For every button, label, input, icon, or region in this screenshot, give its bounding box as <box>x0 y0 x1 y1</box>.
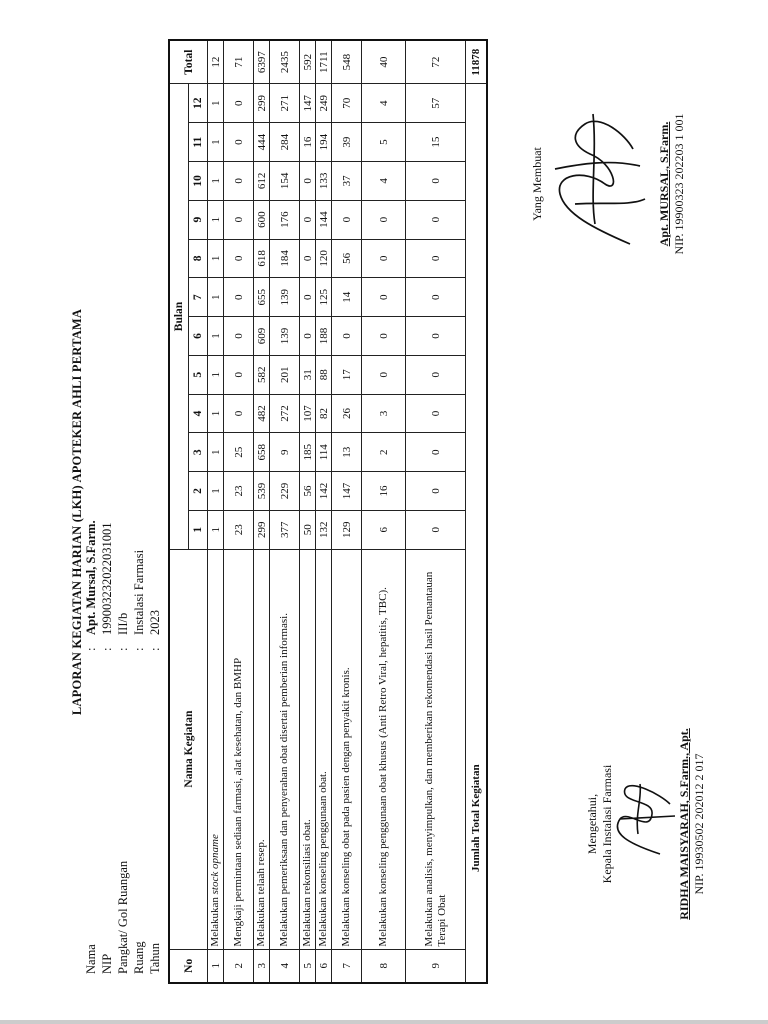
activity-name <box>208 549 224 949</box>
table-row <box>208 40 224 983</box>
table-row <box>270 40 300 983</box>
row-total: 12 <box>208 40 224 84</box>
month-value-cell: 1 <box>208 394 224 433</box>
month-value-cell: 0 <box>300 317 316 356</box>
month-value-cell: 299 <box>254 510 270 549</box>
row-number: 4 <box>270 949 300 983</box>
col-header-month: 2 <box>189 472 208 511</box>
month-value-cell: 0 <box>224 317 254 356</box>
info-value: Apt. Mursal, S.Farm. <box>84 520 98 635</box>
month-value-cell: 582 <box>254 355 270 394</box>
col-header-month: 7 <box>189 278 208 317</box>
month-value-cell: 0 <box>406 433 466 472</box>
month-value-cell: 133 <box>316 162 332 201</box>
month-value-cell: 0 <box>362 200 406 239</box>
month-value-cell: 6 <box>362 510 406 549</box>
activity-name <box>270 549 300 949</box>
month-value-cell: 144 <box>316 200 332 239</box>
month-value-cell: 17 <box>332 355 362 394</box>
month-value-cell: 284 <box>270 123 300 162</box>
month-value-cell: 1 <box>208 239 224 278</box>
info-label: Tahun <box>148 942 162 974</box>
row-number: 8 <box>362 949 406 983</box>
activity-name <box>362 549 406 949</box>
month-value-cell: 0 <box>224 355 254 394</box>
table-header-row-top <box>169 40 189 983</box>
info-separator: : <box>100 647 114 651</box>
month-value-cell: 0 <box>224 394 254 433</box>
month-value-cell: 0 <box>406 239 466 278</box>
row-number: 9 <box>406 949 466 983</box>
activity-name <box>316 549 332 949</box>
activity-name <box>254 549 270 949</box>
row-number: 5 <box>300 949 316 983</box>
col-header-no: No <box>169 949 208 983</box>
month-value-cell: 176 <box>270 200 300 239</box>
col-header-month: 9 <box>189 200 208 239</box>
month-value-cell: 0 <box>406 200 466 239</box>
activity-name-italic: stock opname <box>209 834 221 895</box>
sig-left-name: RIDHA MAISYARAH, S.Farm., Apt. <box>677 728 691 920</box>
row-total: 548 <box>332 40 362 84</box>
info-label: Nama <box>84 944 98 974</box>
month-value-cell: 13 <box>332 433 362 472</box>
signature-left-scribble <box>590 764 680 874</box>
col-header-name: Nama Kegiatan <box>169 549 208 949</box>
month-value-cell: 3 <box>362 394 406 433</box>
month-value-cell: 147 <box>300 84 316 123</box>
grand-total: 11878 <box>466 40 488 84</box>
month-value-cell: 0 <box>300 278 316 317</box>
month-value-cell: 0 <box>362 317 406 356</box>
month-value-cell: 56 <box>300 472 316 511</box>
row-total: 6397 <box>254 40 270 84</box>
month-value-cell: 185 <box>300 433 316 472</box>
col-header-month: 3 <box>189 433 208 472</box>
month-value-cell: 9 <box>270 433 300 472</box>
month-value-cell: 0 <box>406 510 466 549</box>
table-total-row <box>466 40 488 983</box>
month-value-cell: 50 <box>300 510 316 549</box>
month-value-cell: 600 <box>254 200 270 239</box>
month-value-cell: 612 <box>254 162 270 201</box>
month-value-cell: 2 <box>362 433 406 472</box>
info-separator: : <box>116 647 130 651</box>
activity-name-text: Melakukan analisis, menyimpulkan, dan memberikan rekomendasi hasil Pemantauan Terapi Obat <box>422 571 448 947</box>
month-value-cell: 1 <box>208 162 224 201</box>
month-value-cell: 70 <box>332 84 362 123</box>
col-header-month: 6 <box>189 317 208 356</box>
activity-name-text: Mengkaji permintaan sediaan farmasi, alat kesehatan, dan BMHP <box>232 657 244 947</box>
activity-name-text: Melakukan pemeriksaan dan penyerahan obat disertai pemberian informasi. <box>278 613 290 947</box>
month-value-cell: 120 <box>316 239 332 278</box>
table-row <box>332 40 362 983</box>
month-value-cell: 0 <box>406 472 466 511</box>
sig-left-line1: Mengetahui, <box>585 793 599 855</box>
row-total: 71 <box>224 40 254 84</box>
month-value-cell: 201 <box>270 355 300 394</box>
total-label: Jumlah Total Kegiatan <box>466 84 488 983</box>
sig-right-line1: Yang Membuat <box>530 147 544 221</box>
document-title: LAPORAN KEGIATAN HARIAN (LKH) APOTEKER AHLI PERTAMA <box>70 308 84 716</box>
month-value-cell: 1 <box>208 510 224 549</box>
month-value-cell: 539 <box>254 472 270 511</box>
month-value-cell: 1 <box>208 200 224 239</box>
month-value-cell: 16 <box>300 123 316 162</box>
sig-right-nip: NIP. 19900323 202203 1 001 <box>672 113 686 255</box>
sig-right-name: Apt. MURSAL, S.Farm. <box>657 121 671 247</box>
month-value-cell: 618 <box>254 239 270 278</box>
activity-name <box>224 549 254 949</box>
month-value-cell: 0 <box>332 317 362 356</box>
sig-left-line2: Kepala Instalasi Farmasi <box>600 764 614 884</box>
month-value-cell: 114 <box>316 433 332 472</box>
month-value-cell: 25 <box>224 433 254 472</box>
col-header-month: 10 <box>189 162 208 201</box>
month-value-cell: 1 <box>208 278 224 317</box>
row-total: 2435 <box>270 40 300 84</box>
month-value-cell: 194 <box>316 123 332 162</box>
month-value-cell: 23 <box>224 510 254 549</box>
month-value-cell: 125 <box>316 278 332 317</box>
month-value-cell: 0 <box>362 239 406 278</box>
row-number: 1 <box>208 949 224 983</box>
month-value-cell: 1 <box>208 317 224 356</box>
month-value-cell: 184 <box>270 239 300 278</box>
activity-name-text: Melakukan konseling obat pada pasien dengan penyakit kronis. <box>340 667 352 947</box>
table-row <box>316 40 332 983</box>
month-value-cell: 15 <box>406 123 466 162</box>
month-value-cell: 0 <box>300 200 316 239</box>
month-value-cell: 0 <box>332 200 362 239</box>
month-value-cell: 14 <box>332 278 362 317</box>
month-value-cell: 1 <box>208 355 224 394</box>
month-value-cell: 0 <box>224 278 254 317</box>
signature-right-scribble <box>535 94 655 264</box>
col-header-month: 4 <box>189 394 208 433</box>
month-value-cell: 0 <box>224 162 254 201</box>
activity-name <box>300 549 316 949</box>
month-value-cell: 1 <box>208 123 224 162</box>
table-row <box>224 40 254 983</box>
scan-edge <box>0 1020 768 1024</box>
col-header-total: Total <box>169 40 208 84</box>
month-value-cell: 0 <box>224 84 254 123</box>
month-value-cell: 188 <box>316 317 332 356</box>
month-value-cell: 0 <box>406 317 466 356</box>
row-number: 7 <box>332 949 362 983</box>
activity-name <box>332 549 362 949</box>
row-number: 3 <box>254 949 270 983</box>
info-label: Ruang <box>132 941 146 974</box>
month-value-cell: 23 <box>224 472 254 511</box>
month-value-cell: 1 <box>208 472 224 511</box>
month-value-cell: 658 <box>254 433 270 472</box>
info-value: 199003232022031001 <box>100 522 114 635</box>
month-value-cell: 482 <box>254 394 270 433</box>
col-header-bulan: Bulan <box>169 84 189 549</box>
info-label: Pangkat/ Gol Ruangan <box>116 860 130 974</box>
row-number: 2 <box>224 949 254 983</box>
activity-name-text: Melakukan telaah resep. <box>255 839 267 947</box>
month-value-cell: 0 <box>362 278 406 317</box>
month-value-cell: 56 <box>332 239 362 278</box>
col-header-month: 11 <box>189 123 208 162</box>
col-header-month: 12 <box>189 84 208 123</box>
month-value-cell: 0 <box>224 123 254 162</box>
month-value-cell: 0 <box>224 239 254 278</box>
table-row <box>406 40 466 983</box>
col-header-month: 1 <box>189 510 208 549</box>
month-value-cell: 0 <box>406 394 466 433</box>
month-value-cell: 26 <box>332 394 362 433</box>
month-value-cell: 142 <box>316 472 332 511</box>
row-number: 6 <box>316 949 332 983</box>
info-separator: : <box>132 647 146 651</box>
col-header-month: 8 <box>189 239 208 278</box>
month-value-cell: 5 <box>362 123 406 162</box>
month-value-cell: 0 <box>406 162 466 201</box>
activity-name <box>406 549 466 949</box>
month-value-cell: 1 <box>208 84 224 123</box>
month-value-cell: 82 <box>316 394 332 433</box>
month-value-cell: 37 <box>332 162 362 201</box>
table-row <box>254 40 270 983</box>
row-total: 72 <box>406 40 466 84</box>
info-value: III/b <box>116 612 130 635</box>
month-value-cell: 444 <box>254 123 270 162</box>
month-value-cell: 147 <box>332 472 362 511</box>
activity-name-text: Melakukan <box>209 894 221 947</box>
month-value-cell: 107 <box>300 394 316 433</box>
month-value-cell: 0 <box>300 239 316 278</box>
table-row <box>300 40 316 983</box>
table-row <box>362 40 406 983</box>
month-value-cell: 249 <box>316 84 332 123</box>
month-value-cell: 299 <box>254 84 270 123</box>
month-value-cell: 4 <box>362 84 406 123</box>
month-value-cell: 0 <box>362 355 406 394</box>
month-value-cell: 0 <box>224 200 254 239</box>
month-value-cell: 0 <box>300 162 316 201</box>
activity-table <box>168 39 488 984</box>
month-value-cell: 31 <box>300 355 316 394</box>
row-total: 40 <box>362 40 406 84</box>
month-value-cell: 57 <box>406 84 466 123</box>
month-value-cell: 129 <box>332 510 362 549</box>
month-value-cell: 229 <box>270 472 300 511</box>
month-value-cell: 609 <box>254 317 270 356</box>
month-value-cell: 272 <box>270 394 300 433</box>
row-total: 1711 <box>316 40 332 84</box>
month-value-cell: 88 <box>316 355 332 394</box>
month-value-cell: 154 <box>270 162 300 201</box>
month-value-cell: 16 <box>362 472 406 511</box>
activity-name-text: Melakukan konseling penggunaan obat khusus (Anti Retro Viral, hepatitis, TBC). <box>377 587 389 947</box>
month-value-cell: 139 <box>270 317 300 356</box>
activity-name-text: Melakukan konseling penggunaan obat. <box>317 771 329 947</box>
month-value-cell: 132 <box>316 510 332 549</box>
month-value-cell: 139 <box>270 278 300 317</box>
info-separator: : <box>148 647 162 651</box>
info-value: Instalasi Farmasi <box>132 549 146 635</box>
info-separator: : <box>84 647 98 651</box>
col-header-month: 5 <box>189 355 208 394</box>
month-value-cell: 0 <box>406 278 466 317</box>
month-value-cell: 655 <box>254 278 270 317</box>
month-value-cell: 271 <box>270 84 300 123</box>
info-value: 2023 <box>148 610 162 635</box>
month-value-cell: 377 <box>270 510 300 549</box>
month-value-cell: 0 <box>406 355 466 394</box>
activity-name-text: Melakukan rekonsiliasi obat. <box>301 819 313 947</box>
info-label: NIP <box>100 953 114 974</box>
month-value-cell: 39 <box>332 123 362 162</box>
sig-left-nip: NIP. 19930502 202012 2 017 <box>692 753 706 895</box>
month-value-cell: 1 <box>208 433 224 472</box>
month-value-cell: 4 <box>362 162 406 201</box>
row-total: 592 <box>300 40 316 84</box>
